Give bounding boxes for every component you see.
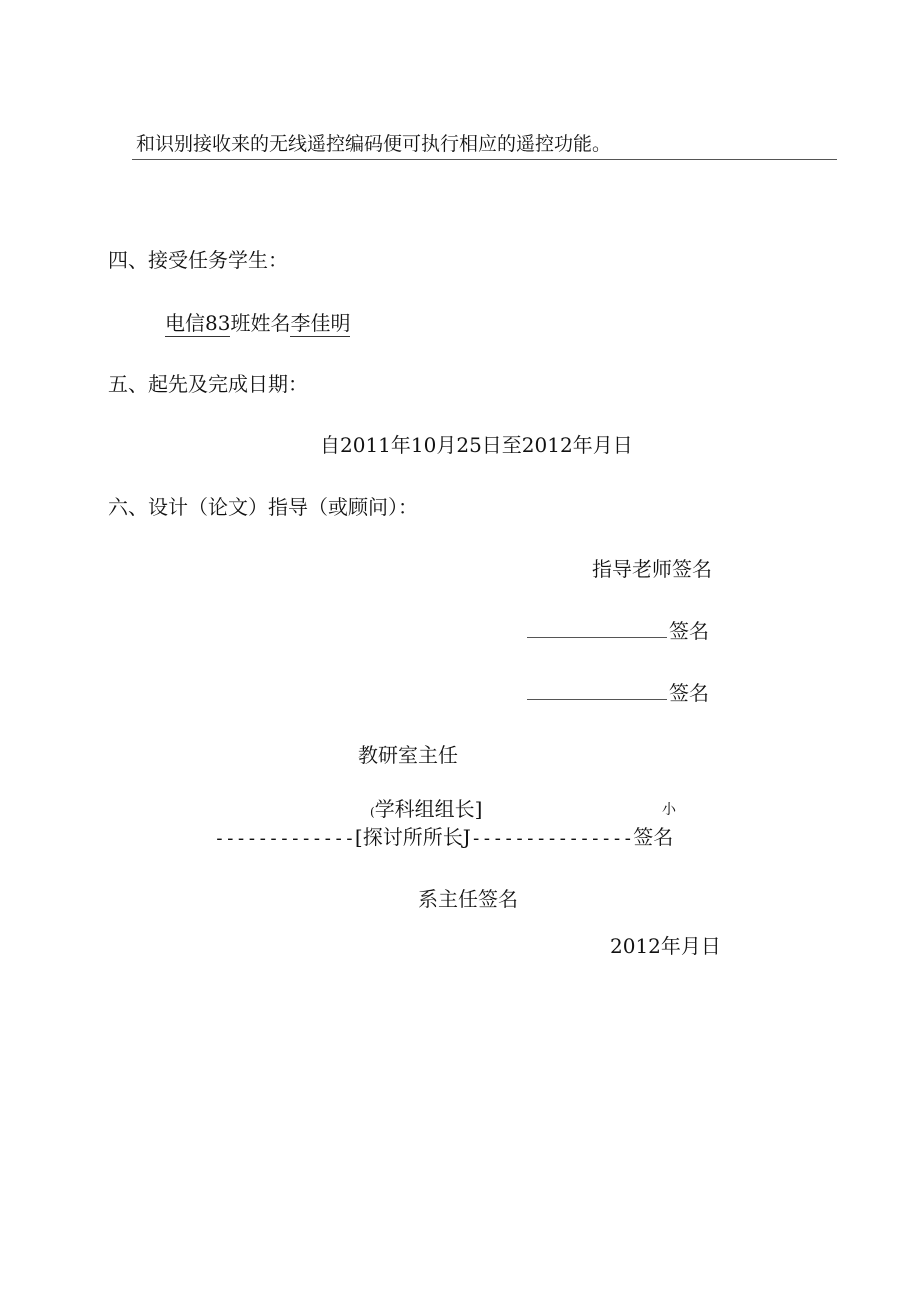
section6-heading: 六、设计（论文）指导（或顾问）：: [108, 495, 418, 519]
group-lead-label: 学科组组长]: [374, 797, 483, 821]
class-label: 电信83: [165, 311, 231, 335]
name-label: 班姓名: [230, 311, 291, 335]
section4-heading: 四、接受任务学生：: [108, 248, 288, 272]
sign-label-3: 签名: [633, 825, 674, 849]
teacher-sign-label: 指导老师签名: [592, 557, 712, 581]
institute-label: [探讨所所长J: [354, 825, 471, 849]
institute-line: [214, 825, 673, 851]
sign-row-2: [527, 681, 709, 705]
dashes-left: -------------: [214, 828, 355, 849]
section5-heading: 五、起先及完成日期：: [108, 372, 308, 396]
student-name: 李佳明: [290, 311, 351, 335]
sign-row-1: [527, 619, 709, 643]
group-lead-open: (: [370, 805, 375, 819]
sign-label-2: 签名: [669, 681, 709, 705]
dashes-right: ---------------: [470, 828, 634, 849]
sign-label-1: 签名: [669, 619, 709, 643]
date-range: 自2011年10月25日至2012年月日: [320, 433, 633, 457]
dept-head-label: 教研室主任: [358, 743, 458, 767]
signature-blank-1: [527, 619, 667, 638]
paragraph-rule: [132, 159, 837, 160]
paragraph-continuation: [136, 132, 611, 156]
date-line: 2012年月日: [610, 934, 721, 958]
paragraph-text: 和识别接收来的无线遥控编码便可执行相应的遥控功能。: [136, 133, 612, 155]
department-head-sign: 系主任签名: [418, 887, 518, 911]
signature-blank-2: [527, 681, 667, 700]
small-mark: 小: [662, 802, 676, 818]
student-line: [165, 311, 350, 335]
group-lead-line: [370, 797, 483, 824]
